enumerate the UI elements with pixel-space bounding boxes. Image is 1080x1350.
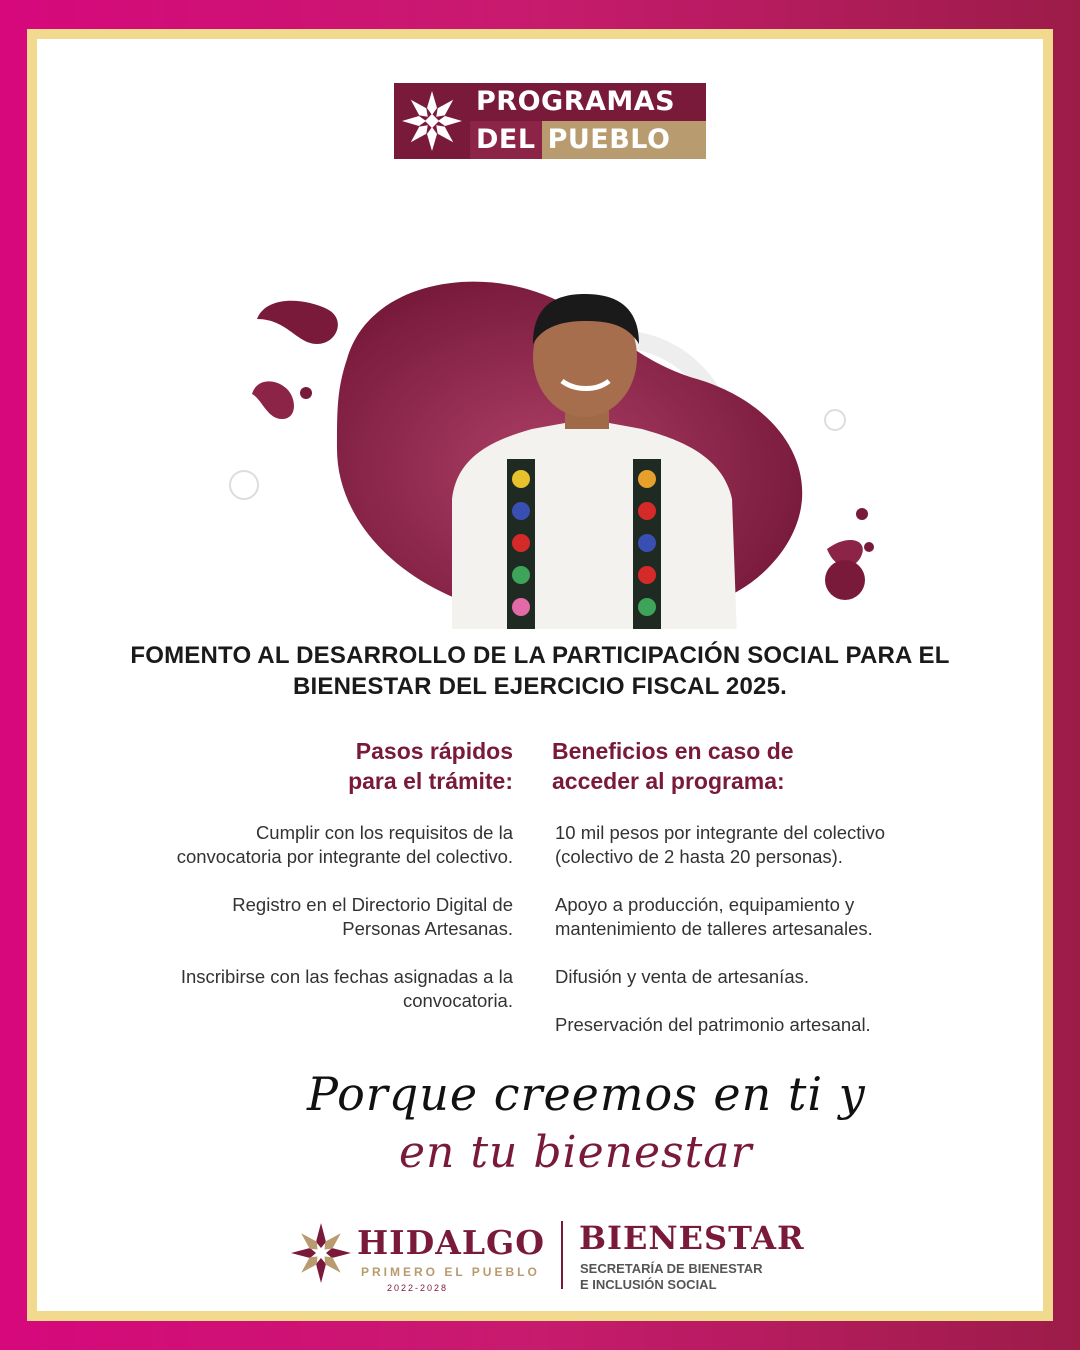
benefits-title: Beneficios en caso de acceder al programa: bbox=[552, 738, 794, 794]
content-card bbox=[27, 29, 1053, 1321]
programas-del-pueblo-logo bbox=[394, 83, 706, 159]
step-item: Cumplir con los requisitos de la convocatoria por integrante del colectivo. bbox=[176, 822, 513, 867]
star-knot-icon bbox=[394, 83, 470, 159]
bienestar-wordmark: BIENESTAR bbox=[579, 1219, 805, 1257]
steps-section bbox=[97, 736, 513, 1037]
step-item: Inscribirse con las fechas asignadas a la convocatoria. bbox=[180, 966, 513, 1011]
hidalgo-subtitle: PRIMERO EL PUEBLO bbox=[361, 1265, 540, 1279]
program-title-line-1: FOMENTO AL DESARROLLO DE LA PARTICIPACIÓN SOCIAL PARA EL bbox=[130, 642, 950, 669]
steps-title: Pasos rápidos para el trámite: bbox=[348, 738, 513, 794]
program-title bbox=[77, 640, 1003, 702]
program-title-line-2: BIENESTAR DEL EJERCICIO FISCAL 2025. bbox=[293, 673, 787, 700]
footer-divider bbox=[561, 1221, 563, 1289]
benefit-item: 10 mil pesos por integrante del colectivo (colectivo de 2 hasta 20 personas). bbox=[555, 822, 886, 867]
logo-text-programas: PROGRAMAS bbox=[476, 86, 676, 117]
footer-logos bbox=[287, 1217, 807, 1297]
bienestar-subtitle-2: E INCLUSIÓN SOCIAL bbox=[580, 1277, 717, 1292]
hero-illustration bbox=[197, 249, 897, 629]
hidalgo-years: 2022-2028 bbox=[387, 1283, 449, 1293]
hidalgo-star-icon bbox=[289, 1221, 353, 1285]
slogan-line-1: Porque creemos en ti y bbox=[307, 1067, 866, 1121]
benefit-item: Preservación del patrimonio artesanal. bbox=[555, 1014, 871, 1035]
benefits-section bbox=[552, 736, 995, 1061]
slogan-line-2: en tu bienestar bbox=[399, 1127, 753, 1178]
benefit-item: Difusión y venta de artesanías. bbox=[555, 966, 810, 987]
step-item: Registro en el Directorio Digital de Personas Artesanas. bbox=[232, 894, 513, 939]
logo-text-del: DEL bbox=[470, 121, 542, 159]
logo-text-pueblo: PUEBLO bbox=[542, 121, 706, 159]
benefit-item: Apoyo a producción, equipamiento y mantenimiento de talleres artesanales. bbox=[555, 894, 873, 939]
bienestar-subtitle-1: SECRETARÍA DE BIENESTAR bbox=[580, 1261, 763, 1276]
hidalgo-wordmark: HIDALGO bbox=[357, 1223, 545, 1262]
